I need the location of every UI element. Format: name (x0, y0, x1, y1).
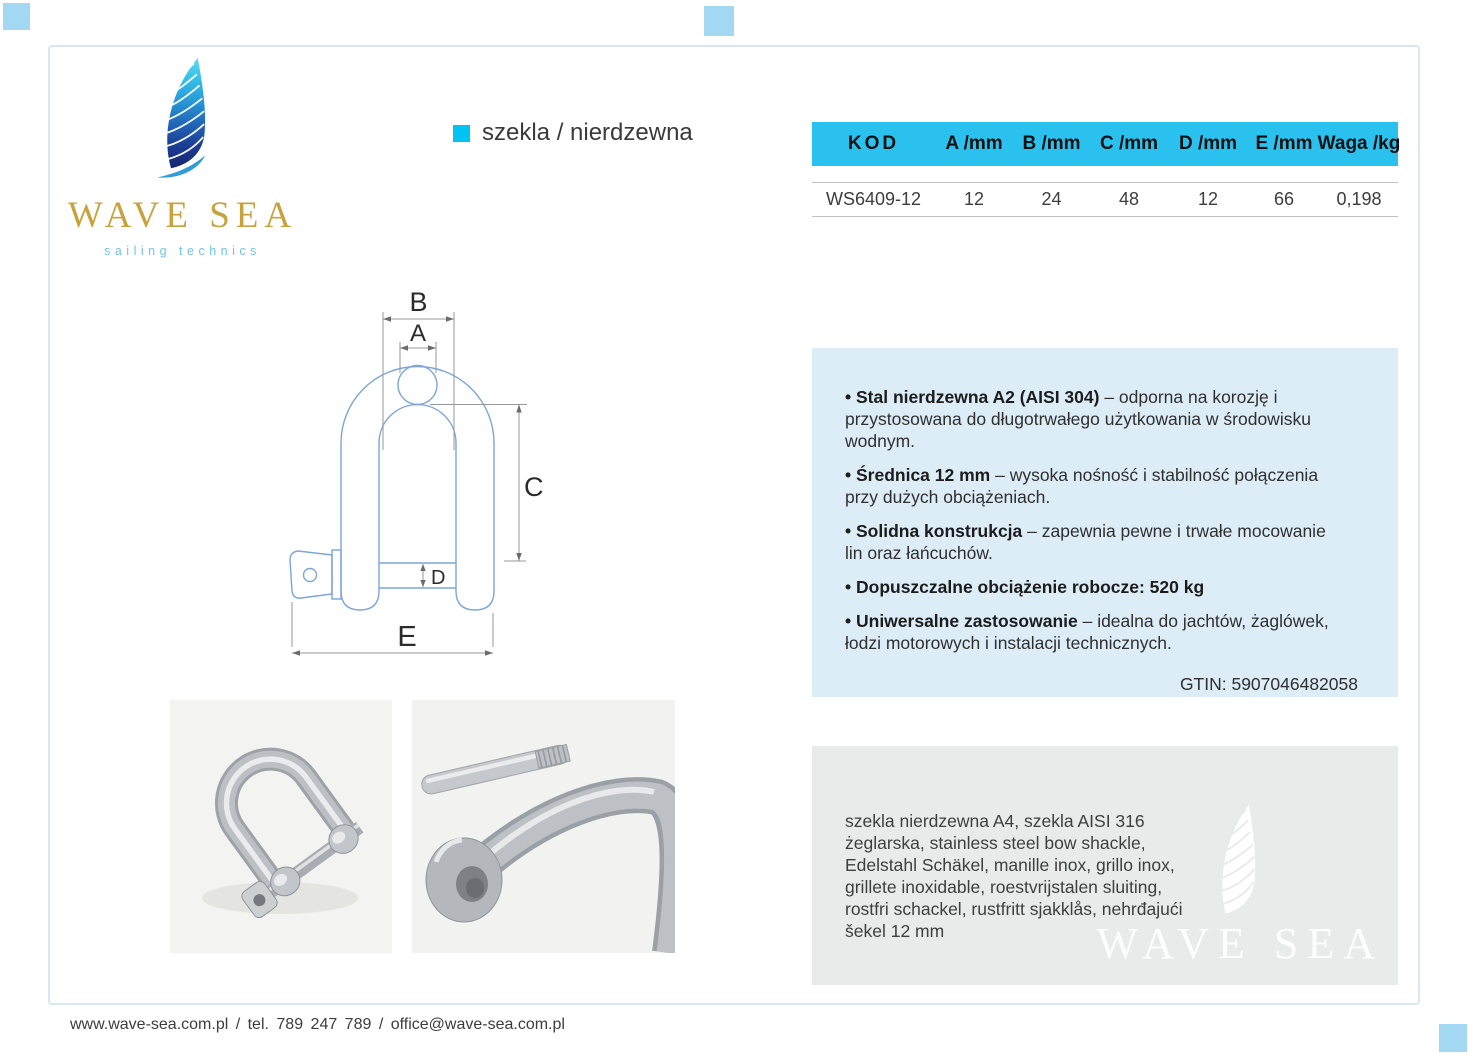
section-title (453, 119, 693, 147)
product-title: szekla / nierdzewna (482, 119, 693, 146)
cell-a: 12 (963, 189, 985, 209)
feature-text: – zapewnia pewne i trwałe mocowanie lin oraz łańcuchów. (845, 521, 1326, 563)
header-cell-a: A /mm (945, 133, 1003, 154)
feature-text: – odporna na korozję i przystosowana do długotrwałego użytkowania w środowisku wodnym. (845, 387, 1311, 451)
header-cell-kod: KOD (847, 133, 900, 154)
dim-label-e: E (397, 621, 417, 653)
watermark-text: WAVE SEA (1096, 919, 1384, 968)
product-photo-shackle (170, 700, 392, 953)
spec-table-row (812, 182, 1398, 217)
dim-label-a: A (409, 320, 427, 347)
logo-title: WAVE SEA (67, 195, 298, 236)
feature-text: – wysoka nośność i stabilność połączenia przy dużych obciążeniach. (845, 465, 1319, 507)
technical-drawing (270, 280, 570, 670)
dim-label-b: B (409, 287, 428, 317)
header-cell-waga: Waga /kg (1317, 133, 1401, 154)
cell-e: 66 (1273, 189, 1295, 209)
feature-lead: • Średnica 12 mm (845, 465, 991, 485)
header-cell-d: D /mm (1178, 133, 1238, 154)
sail-icon (146, 56, 220, 194)
header-cell-b: B /mm (1022, 133, 1081, 154)
brand-logo (55, 56, 310, 258)
gtin-code: GTIN: 5907046482058 (1179, 674, 1358, 694)
cell-d: 12 (1197, 189, 1219, 209)
feature-lead: • Dopuszczalne obciążenie robocze: 520 kg (845, 577, 1205, 597)
dim-label-c: C (524, 472, 544, 502)
keywords-text: szekla nierdzewna A4, szekla AISI 316 żeglarska, stainless steel bow shackle, Edelstahl Schäkel, manille inox, grillo inox, grillete inoxidable, roestvrijstalen sluiting, rostfri schackel, rustfritt sjakklås, nehrđajući šekel 12 mm (845, 811, 1183, 941)
product-photo-closeup (412, 700, 675, 953)
feature-item (845, 576, 1343, 598)
logo-subtitle: sailing technics (104, 244, 261, 258)
cell-c: 48 (1118, 189, 1140, 209)
feature-lead: • Solidna konstrukcja (845, 521, 1023, 541)
header-cell-c: C /mm (1099, 133, 1159, 154)
feature-lead: • Stal nierdzewna A2 (AISI 304) (845, 387, 1100, 407)
corner-square-top-left (3, 3, 30, 30)
corner-square-bottom-right (1439, 1024, 1467, 1052)
features-box (812, 348, 1398, 697)
bullet-square-icon (453, 125, 470, 142)
corner-square-top-center (704, 6, 734, 36)
watermark-sail-icon (1204, 792, 1268, 934)
dim-label-d: D (431, 567, 446, 589)
feature-item (845, 386, 1343, 452)
cell-b: 24 (1041, 189, 1062, 209)
keywords-box (812, 746, 1398, 985)
feature-item (845, 610, 1343, 654)
feature-item (845, 464, 1343, 508)
header-cell-e: E /mm (1255, 133, 1313, 154)
cell-kod: WS6409-12 (825, 189, 922, 209)
feature-text: – idealna do jachtów, żaglówek, łodzi motorowych i instalacji technicznych. (845, 611, 1329, 653)
cell-waga: 0,198 (1336, 189, 1382, 209)
spec-table (812, 122, 1401, 217)
spec-table-header (812, 122, 1401, 166)
feature-item (845, 520, 1343, 564)
feature-lead: • Uniwersalne zastosowanie (845, 611, 1078, 631)
footer-contacts: www.wave-sea.com.pl / tel. 789 247 789 / office@wave-sea.com.pl (70, 1016, 565, 1033)
